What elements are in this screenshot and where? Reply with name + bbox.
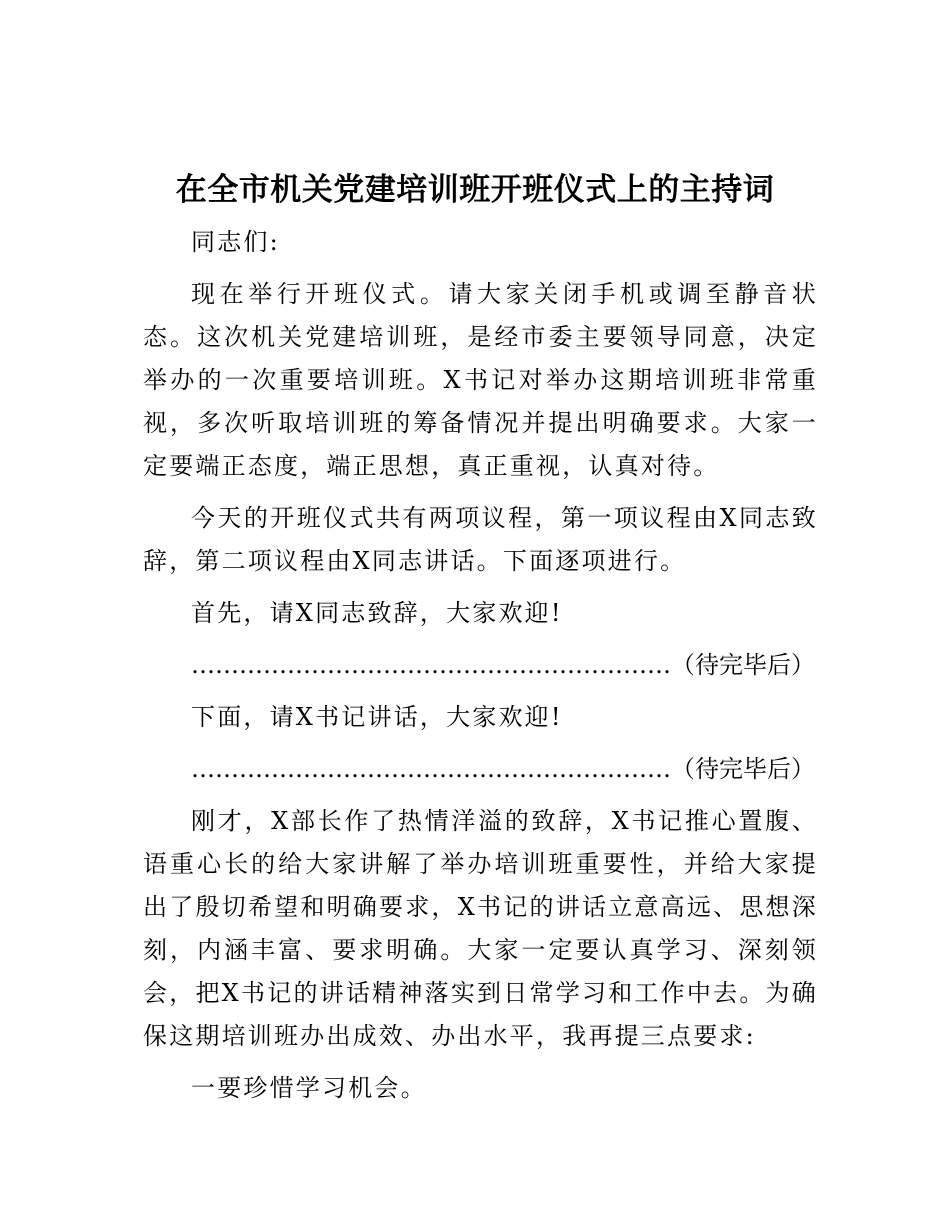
opening-paragraph: 现在举行开班仪式。请大家关闭手机或调至静音状态。这次机关党建培训班，是经市委主要领导同意，决定举办的一次重要培训班。X书记对举办这期培训班非常重视，多次听取培训班的筹备情况并提出明确要求。大家一定要端正态度，端正思想，真正重视，认真对待。 (143, 280, 818, 480)
second-speaker-paragraph: 下面，请X书记讲话，大家欢迎! (191, 703, 563, 731)
salutation-paragraph: 同志们: (191, 228, 280, 256)
requirement-paragraph: 一要珍惜学习机会。 (191, 1074, 427, 1102)
document-body (143, 221, 818, 1119)
summary-paragraph: 刚才，X部长作了热情洋溢的致辞，X书记推心置腹、语重心长的给大家讲解了举办培训班重要性，并给大家提出了殷切希望和明确要求，X书记的讲话立意高远、思想深刻，内涵丰富、要求明确。大家一定要认真学习、深刻领会，把X书记的讲话精神落实到日常学习和工作中去。为确保这期培训班办出成效、办出水平，我再提三点要求: (143, 807, 818, 1050)
first-speaker-paragraph: 首先，请X同志致辞，大家欢迎! (191, 599, 563, 627)
document-title: 在全市机关党建培训班开班仪式上的主持词 (175, 172, 775, 208)
agenda-paragraph: 今天的开班仪式共有两项议程，第一项议程由X同志致辞，第二项议程由X同志讲话。下面逐项进行。 (143, 504, 818, 575)
pause-line: ……………………………………………………（待完毕后） (191, 651, 815, 679)
pause-line: ……………………………………………………（待完毕后） (191, 755, 815, 783)
